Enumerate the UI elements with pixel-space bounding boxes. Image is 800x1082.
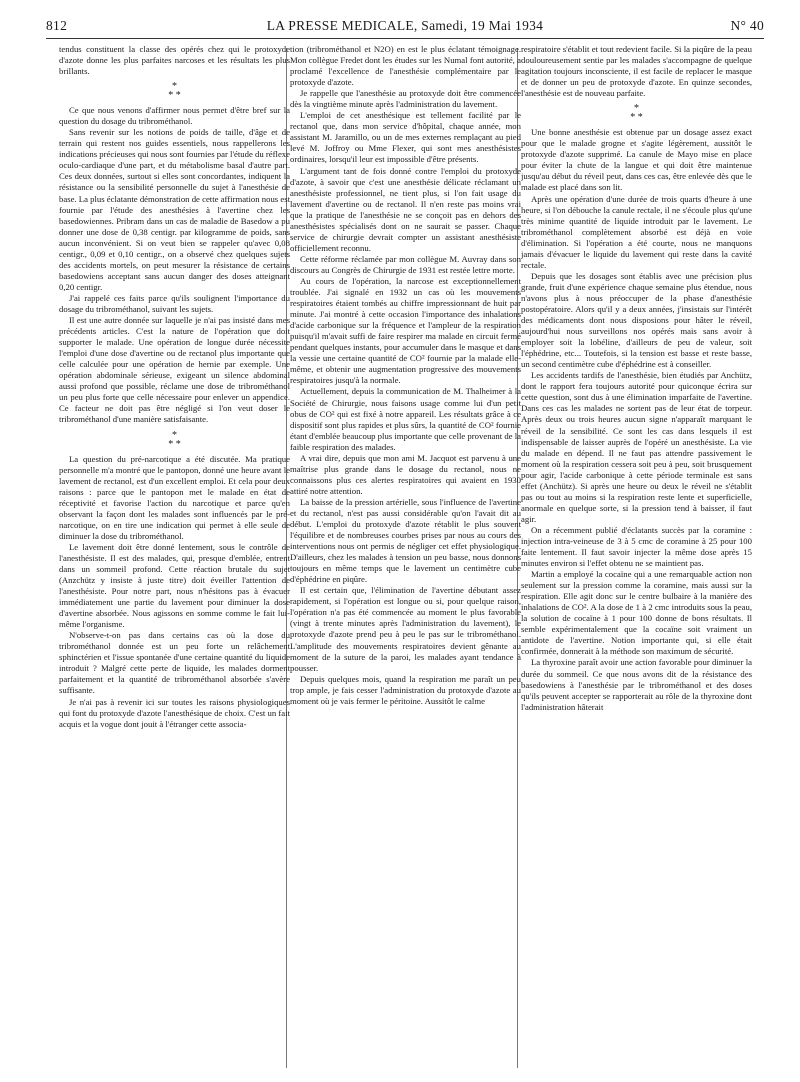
paragraph: J'ai rappelé ces faits parce qu'ils soulignent l'importance du dosage du tribrométhanol, suivant les sujets. [59, 292, 290, 314]
paragraph: Les accidents tardifs de l'anesthésie, bien étudiés par Anchütz, dont le rapport fera toujours autorité pour quiconque écrira sur cette question, sont dus à une élimination imparfaite de l'avertine. Dans ces cas les malades ne sortent pas de leur état de torpeur. Après deux ou trois heures aucun signe n'apparaît marquant le réveil de la sensibilité. Ce sont les cas dans lesquels il est indispensable de laisser auprès de l'opéré un anesthésiste. La vie du malade en dépend. Il ne faut pas attendre passivement le moment où la respiration cessera soit peu à peu, soit brusquement pour agir, l'acide carbonique à cette période terminale est sans effet (Anchütz). Si après une heure ou deux le réveil ne s'établit pas ou tout au moins si la respiration reste lente et superficielle, anormale en quelque sorte, si la pression tend à baisser, il faut agir. [521, 370, 752, 524]
section-separator: * * * [168, 81, 181, 102]
column-3 [521, 44, 752, 1074]
page-number: 812 [46, 18, 68, 33]
paragraph: Actuellement, depuis la communication de M. Thalheimer à la Société de Chirurgie, nous faisons usage comme lui d'un petit obus de CO² qui est fixé à notre appareil. Les résultats grâce à ce dispositif sont plus rapides et plus sûrs, la quantité de CO² fournie étant d'emblée beaucoup plus importante que celle provenant de la faible respiration des malades. [290, 386, 521, 452]
paragraph: respiratoire s'établit et tout redevient facile. Si la piqûre de la peau douloureusement sentie par les malades s'accompagne de quelque agitation toujours inconsciente, il est facile de replacer le masque et de donner un peu de protoxyde d'azote. En quinze secondes, l'anesthésie est de nouveau parfaite. [521, 44, 752, 99]
paragraph: Depuis quelques mois, quand la respiration me paraît un peu trop ample, je fais cesser l'administration du protoxyde d'azote au moment où je vais fermer le péritoine. Aussitôt le calme [290, 673, 521, 706]
paragraph: Depuis que les dosages sont établis avec une précision plus grande, fruit d'une expérience chaque semaine plus étendue, nous n'avons plus à nous préoccuper de la phase d'anesthésie postopératoire. Alors qu'il y a deux années, j'insistais sur l'intérêt des médicaments dont nous disposions pour hâter le réveil, aujourd'hui nous surveillons nos opérés mais sans avoir à employer soit la lobéline, d'ailleurs de peu de valeur, soit l'éphédrine, etc... Toutefois, si la tension est basse et reste basse, un second centimètre cube d'éphédrine est à conseiller. [521, 270, 752, 370]
paragraph: Sans revenir sur les notions de poids de taille, d'âge et de terrain qui restent nos guides essentiels, nous rappellerons les indications précieuses qui nous sont fournies par l'étude du réflexe oculo-cardiaque d'une part, et du métabolisme basal d'autre part. Ces deux données, surtout si elles sont concordantes, indiquent la résistance ou la sensibilité personnelle du sujet à l'anesthésie de base. La plus éclatante démonstration de cette affirmation nous est fournie par l'étude des anesthésies à l'avertine chez les basedowiennes. Pribram dans un cas de maladie de Basedow a pu donner une dose de 0,38 centigr. par kilogramme de poids, sans aucun inconvénient. Si on veut bien se rappeler qu'avec 0,08 centigr., 0,09 et 0,10 centigr., on a observé chez quelques sujets des accidents mortels, on peut mesurer la résistance de certains basedowiens acceptant sans aucun danger des doses atteignant 0,20 centigr. [59, 127, 290, 292]
section-separator: * * * [168, 429, 181, 450]
paragraph: Au cours de l'opération, la narcose est exceptionnellement troublée. J'ai signalé en 1932 un cas où les mouvements respiratoires étaient tombés au chiffre impressionnant de huit par minute. J'ai montré à cette occasion l'importance des inhalations d'acide carbonique sur la fréquence et l'ampleur de la respiration puisqu'il m'avait suffi de faire respirer ma malade en circuit fermé pendant quelques instants, pour accumuler dans le masque et dans la vessie une certaine quantité de CO² fournie par la malade elle-même, et obtenir une augmentation progressive des mouvements respiratoires jusqu'à la normale. [290, 275, 521, 386]
header-rule [46, 38, 764, 39]
paragraph: Le lavement doit être donné lentement, sous le contrôle de l'anesthésiste. Il est des malades, qui, presque d'emblée, entrent dans un sommeil profond. Cette réaction brutale du sujet (Anzchütz y insiste à juste titre) doit éveiller l'attention de l'anesthésiste. Pour notre part, nous n'hésitons pas à évacuer immédiatement une partie du lavement pour diminuer la dose d'avertine absorbée. Nous agissons en somme comme le fait lui-même l'organisme. [59, 541, 290, 630]
paragraph: La baisse de la pression artérielle, sous l'influence de l'avertine et du rectanol, n'est pas aussi considérable qu'on l'avait dit au début. L'emploi du protoxyde d'azote rétablit le plus souvent l'équilibre et de nombreuses courbes prises par nous au cours des interventions nous ont permis de négliger cet effet physiologique. D'ailleurs, chez les malades à tension un peu basse, nous donnons toujours en même temps que le lavement un centimètre cube d'éphédrine en piqûre. [290, 496, 521, 585]
paragraph: Je n'ai pas à revenir ici sur toutes les raisons physiologiques qui font du protoxyde d'azote l'anesthésique de choix. C'est un fait acquis et la vogue dont jouit à l'étranger cette associa- [59, 696, 290, 729]
paragraph: On a récemment publié d'éclatants succès par la coramine : injection intra-veineuse de 3 à 5 cmc de coramine à 25 pour 100 faite lentement. Il faut savoir injecter la même dose après 15 minutes environ si l'effet obtenu ne se maintient pas. [521, 524, 752, 569]
journal-title: LA PRESSE MEDICALE, Samedi, 19 Mai 1934 [266, 18, 544, 33]
paragraph: A vrai dire, depuis que mon ami M. Jacquot est parvenu à une maîtrise plus grande dans le dosage du rectanol, nous ne connaissons plus ces alertes respiratoires qui avaient en 1930 attiré notre attention. [290, 452, 521, 496]
paragraph: Martin a employé la cocaïne qui a une remarquable action non seulement sur la pression comme la coramine, mais aussi sur la respiration. Elle agit donc sur le centre bulbaire à la manière des inhalations de CO². A la dose de 1 à 2 cmc introduits sous la peau, la solution de cocaïne à 1 pour 100 donne de bons résultats. Il semble expérimentalement que la cocaïne soit vraiment un antidote de l'avertine. Notion importante qui, si elle était confirmée, donnerait à la méthode son maximum de sécurité. [521, 569, 752, 657]
paragraph: tion (tribrométhanol et N2O) en est le plus éclatant témoignage. Mon collègue Fredet dont les études sur les Numal font autorité, a proclamé l'excellence de l'anesthésie complémentaire par le protoxyde d'azote. [290, 44, 521, 88]
column-2 [290, 44, 521, 1074]
paragraph: Après une opération d'une durée de trois quarts d'heure à une heure, si l'on débouche la canule rectale, il ne s'écoule plus qu'une très minime quantité de liquide introduit par le lavement. Le tribrométhanol complètement absorbé est déjà en voie d'élimination. Si l'opération a été courte, nous ne manquons jamais d'évacuer le liquide du lavement qui reste dans la cavité rectale. [521, 193, 752, 270]
paragraph: tendus constituent la classe des opérés chez qui le protoxyde d'azote donne les plus parfaites narcoses et les résultats les plus brillants. [59, 44, 290, 77]
paragraph: Il est une autre donnée sur laquelle je n'ai pas insisté dans mes précédents articles. C'est la nature de l'opération que doit supporter le malade. Une opération de longue durée nécessite l'emploi d'une dose d'avertine ou de rectanol plus importante que celle calculée pour une opération de hernie par exemple. Une opération abdominale sérieuse, exigeant un silence abdominal aussi profond que possible, réclame une dose de tribrométhanol un peu plus forte que celle nécessaire pour enlever un appendice. Ce facteur ne doit pas être négligé si l'on veut doser le tribrométhanol d'une manière satisfaisante. [59, 315, 290, 425]
paragraph: L'argument tant de fois donné contre l'emploi du protoxyde d'azote, à savoir que c'est une anesthésie délicate réclamant un anesthésiste professionnel, ne tient plus, si l'on fait usage du lavement d'avertine ou de rectanol. Il n'en reste pas moins vrai que la pratique de l'anesthésie ne se conçoit pas en dehors des anesthésistes spécialisés dont on ne saurait se passer. Chaque service de chirurgie devrait compter un assistant anesthésiste officiellement reconnu. [290, 165, 521, 253]
paragraph: Une bonne anesthésie est obtenue par un dosage assez exact pour que le malade grogne et s'agite légèrement, aussitôt le protoxyde d'azote supprimé. La canule de Mayo mise en place pour éviter la chute de la langue et qui doit être maintenue jusqu'au début du réveil peut, dans ces cas, être enlevée dès que le malade est placé dans son lit. [521, 127, 752, 193]
page-header [46, 14, 764, 38]
paragraph: L'emploi de cet anesthésique est tellement facilité par le rectanol que, dans mon service d'hôpital, chaque année, mon assistant M. Jaramillo, ou un de mes externes remplaçant au pied levé M. Joffroy ou Mme Flexer, qui sont mes anesthésistes ordinaires, lorsqu'il leur est impossible d'être présents. [290, 110, 521, 165]
issue-number: N° 40 [730, 18, 764, 33]
paragraph: La thyroxine paraît avoir une action favorable pour diminuer la durée du sommeil. Ce que nous avons dit de la résistance des basedowiens à l'anesthésie par le tribrométhanol et des doses qu'ils peuvent accepter se rapporterait au rôle de la thyroxine dont l'administration hâterait [521, 657, 752, 712]
section-separator: * * * [630, 103, 643, 124]
paragraph: N'observe-t-on pas dans certains cas où la dose du tribrométhanol donnée est un peu forte un relâchement sphinctérien et l'issue spontanée d'une certaine quantité du liquide introduit ? Malgré cette perte de liquide, les malades dorment parfaitement et la quantité de tribrométhanol absorbée s'avère suffisante. [59, 630, 290, 696]
paragraph: La question du pré-narcotique a été discutée. Ma pratique personnelle m'a montré que le pantopon, donné une heure avant le lavement de rectanol, est d'un excellent emploi. Et cela pour deux raisons : parce que le pantopon met le malade en état de réceptivité et favorise l'action du narcotique et parce qu'en observant la façon dont les malades sont influencés par le pré-narcotique, on en tire une indication qui permet à elle seule de diminuer la dose du tribrométhanol. [59, 453, 290, 541]
paragraph: Ce que nous venons d'affirmer nous permet d'être bref sur la question du dosage du tribrométhanol. [59, 105, 290, 127]
paragraph: Cette réforme réclamée par mon collègue M. Auvray dans son discours au Congrès de Chirurgie de 1931 est restée lettre morte. [290, 253, 521, 275]
paragraph: Je rappelle que l'anesthésie au protoxyde doit être commencée dès la vingtième minute après l'administration du lavement. [290, 88, 521, 110]
column-1 [59, 44, 290, 1074]
paragraph: Il est certain que, l'élimination de l'avertine débutant assez rapidement, si l'opération est longue ou si, pour quelque raison, l'opération n'a pas été commencée au moment le plus favorable (vingt à trente minutes après l'administration du lavement), le protoxyde d'azote prend peu à peu le pas sur le tribrométhanol. L'amplitude des mouvements respiratoires devient gênante au moment de la suture de la paroi, les malades ayant tendance à pousser. [290, 585, 521, 673]
